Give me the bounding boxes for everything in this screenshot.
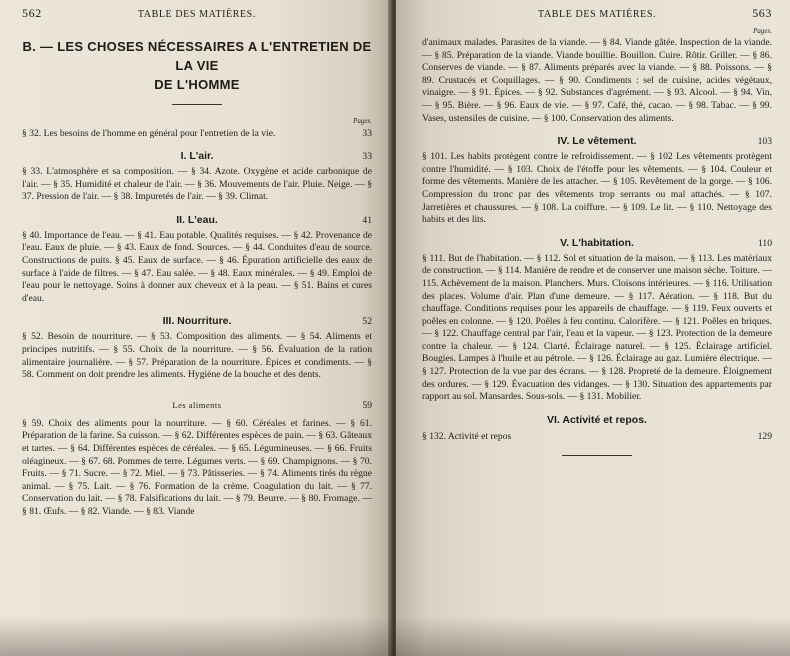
- section-title: [22, 37, 372, 94]
- aliments-page: 59: [362, 399, 372, 411]
- section-title-line1: B. — LES CHOSES NÉCESSAIRES A L'ENTRETIEN DE LA VIE: [22, 39, 372, 73]
- habitation-heading: V. L'habitation.: [560, 236, 634, 249]
- right-page: [396, 0, 790, 656]
- activite-heading-row: [422, 414, 772, 426]
- left-running-title: TABLE DES MATIÈRES.: [137, 9, 256, 20]
- left-pages-label: Pages.: [353, 117, 372, 125]
- air-page: 33: [362, 151, 372, 162]
- aliments-text: § 59. Choix des aliments pour la nourriture. — § 60. Céréales et farines. — § 61. Préparation de la farine. Sa cuisson. — § 62. Différentes espèces de pain. — § 63. Gâteaux et tartes. — § 64. Différentes espèces de céréales. — § 65. Légumineuses. — § 66. Fruits oléagineux. — § 67. 68. Pommes de terre. Légumes verts. — § 69. Champignons. — § 70. Fruits. — § 71. Sucre. — § 72. Miel. — § 73. Pâtisseries. — § 74. Aliments tirés du règne animal. — § 75. Lait. — § 76. Formation de la crème. Coagulation du lait. — § 77. Conservation du lait. — § 78. Falsifications du lait. — § 79. Beurre. — § 80. Fromage. — § 81. Œufs. — § 82. Viande. — § 83. Viande: [22, 417, 372, 517]
- footer-rule: [562, 455, 632, 456]
- habitation-page: 110: [757, 237, 772, 249]
- entry-32-page: 33: [362, 128, 372, 139]
- eau-page: 41: [362, 214, 372, 226]
- habitation-heading-row: [422, 237, 772, 249]
- nourriture-text: § 52. Besoin de nourriture. — § 53. Composition des aliments. — § 54. Aliments et principes nutritifs. — § 55. Choix de la nourriture. — § 56. Évaluation de la ration alimentaire journalière. — § 57. Préparation de la nourriture. Épices et condiments. — § 58. Comment on doit prendre les aliments. Hygiène de la bouche et des dents.: [22, 331, 372, 381]
- entry-32: [22, 127, 372, 140]
- air-heading: I. L'air.: [180, 150, 214, 162]
- right-running-head: [422, 6, 772, 21]
- right-pages-label: Pages.: [753, 27, 772, 35]
- air-heading-row: [22, 150, 372, 162]
- air-text: § 33. L'atmosphère et sa composition. — § 34. Azote. Oxygène et acide carbonique de l'air. — § 35. Humidité et chaleur de l'air. — § 36. Mouvements de l'air. Pluie. Neige. — § 37. Pression de l'air. — § 38. Impuretés de l'air. — § 39. Climat.: [22, 166, 372, 203]
- eau-heading: II. L'eau.: [176, 213, 218, 226]
- entry-132-page: 129: [757, 430, 772, 442]
- left-running-head: [22, 6, 372, 21]
- vetement-heading: IV. Le vêtement.: [557, 135, 637, 148]
- right-running-title: TABLE DES MATIÈRES.: [538, 9, 657, 20]
- aliments-heading-row: [22, 392, 372, 414]
- nourriture-page: 52: [362, 316, 372, 328]
- vetement-heading-row: [422, 135, 772, 147]
- eau-heading-row: [22, 214, 372, 226]
- vetement-text: § 101. Les habits protègent contre le refroidissement. — § 102 Les vêtements protègent contre l'humidité. — § 103. Choix de l'étoffe pour les vêtements. — § 104. Couleur et forme des vêtements. Manière de les attacher. — § 105. Revêtement de la gorge. — § 106. Compression du tronc par des vêtements trop serrants ou mal attachés. — § 107. Jarretières et chaussures. — § 108. La coiffure. — § 109. Le lit. — § 110. Nettoyage des habits et des lits.: [422, 151, 772, 226]
- activite-heading: VI. Activité et repos.: [547, 413, 647, 426]
- entry-132: [422, 430, 772, 443]
- left-page: [0, 0, 392, 656]
- vetement-page: 103: [757, 136, 772, 148]
- section-title-line2: DE L'HOMME: [154, 77, 240, 92]
- entry-32-text: § 32. Les besoins de l'homme en général pour l'entretien de la vie.: [22, 128, 276, 139]
- eau-text: § 40. Importance de l'eau. — § 41. Eau potable. Qualités requises. — § 42. Provenance de l'eau. Eaux de pluie. — § 43. Eaux de fond. Sources. — § 44. Conduites d'eau de source. Constructions de puits. § 45. Eaux de surface. — § 46. Épuration artificielle des eaux de surface à l'aide de filtres. — § 47. Eau salée. — § 48. Eaux minérales. — § 49. Emploi de l'eau pour le nettoyage. Soins à donner aux cheveux et à la peau. — § 51. Bains et cures d'eau.: [22, 229, 372, 304]
- right-page-number: 563: [752, 6, 772, 20]
- left-page-number: 562: [22, 6, 42, 20]
- habitation-text: § 111. But de l'habitation. — § 112. Sol et situation de la maison. — § 113. Les matériaux de construction. — § 114. Manière de rendre et de conserver une maison sèche. Toiture. — 115. Achèvement de la maison. Planchers. Murs. Cloisons intérieures. — § 116. Utilisation des places. Volume d'air. Plan d'une demeure. — § 117. Aération. — § 118. But du chauffage. Conditions requises pour les appareils de chauffage. — § 119. Feux ouverts et poêles en colonne. — § 120. Poêles à feu continu. Calorifère. — § 121. Poêles en briques. — § 122. Chauffage central par l'air, l'eau et la vapeur. — § 123. Protection de la demeure contre la chaleur. — § 124. Clarté. Éclairage naturel. — § 125. Éclairage artificiel. Bougies. Lampes à l'huile et au pétrole. — § 126. Éclairage au gaz. Lumière électrique. — § 127. Protection de la vue par des écrans. — § 128. Propreté de la demeure. Éloignement des ordures. — § 129. Évacuation des vidanges. — § 130. Situation des appartements par rapport au sol. Mansardes. Sous-sols. — § 131. Mobilier.: [422, 252, 772, 403]
- nourriture-heading-row: [22, 315, 372, 327]
- entry-132-text: § 132. Activité et repos: [422, 430, 512, 442]
- nourriture-heading: III. Nourriture.: [162, 315, 232, 328]
- viande-continuation-text: d'animaux malades. Parasites de la viande. — § 84. Viande gâtée. Inspection de la viande. — § 85. Préparation de la viande. Viande bouillie. Bouillon. Cuire. Rôtir. Griller. — § 86. Conserves de viande. — § 87. Aliments préparés avec la viande. — § 88. Poissons. — § 89. Crustacés et Coquillages. — § 90. Condiments : sel de cuisine, acides végétaux, vinaigre. — § 91. Épices. — § 92. Substances d'agrément. — § 93. Alcool. — § 94. Vin. — § 95. Bière. — § 96. Eaux de vie. — § 97. Café, thé, cacao. — § 98. Tabac. — § 99. Vases, ustensiles de cuisine. — § 100. Conservation des aliments.: [422, 37, 772, 124]
- aliments-heading: Les aliments: [172, 399, 222, 410]
- title-rule: [172, 104, 222, 105]
